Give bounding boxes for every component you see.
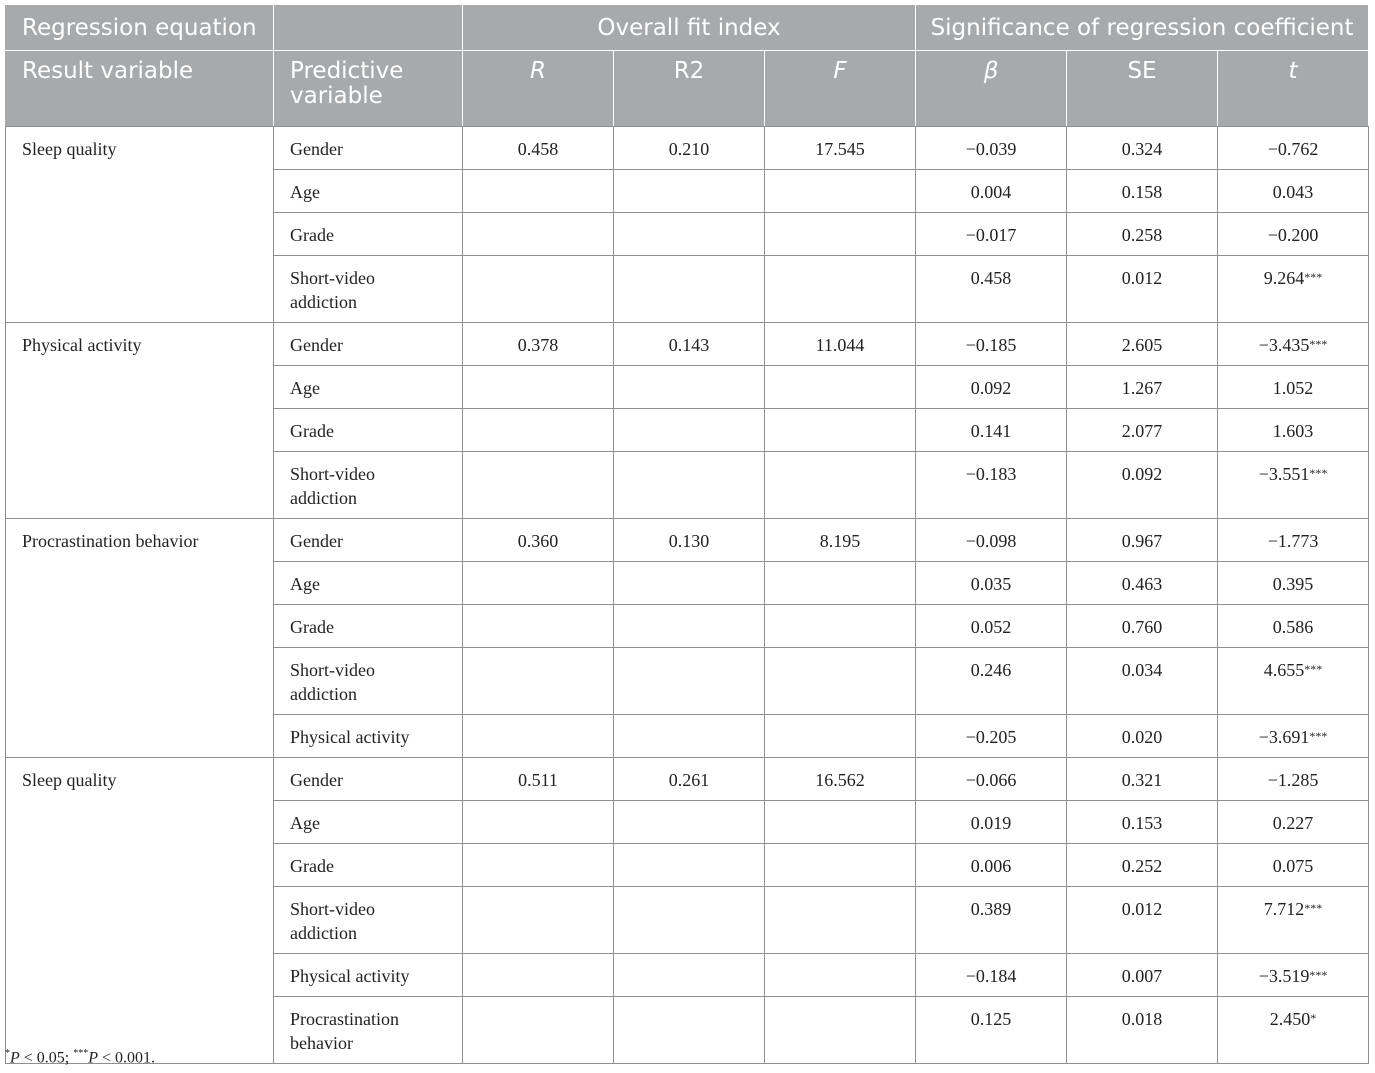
f-cell [765, 605, 916, 648]
predictive-variable-cell: Procrastination behavior [274, 997, 463, 1064]
beta-cell: −0.098 [916, 519, 1067, 562]
r-cell: 0.378 [463, 323, 614, 366]
r-cell [463, 648, 614, 715]
predictive-variable-cell: Short-video addiction [274, 648, 463, 715]
f-cell [765, 366, 916, 409]
footnote-star-1: * [5, 1048, 10, 1059]
header-beta: β [916, 51, 1067, 127]
t-cell [1218, 323, 1369, 366]
f-cell: 8.195 [765, 519, 916, 562]
table-row [6, 323, 1369, 366]
se-cell: 2.605 [1067, 323, 1218, 366]
header-regression-equation: Regression equation [6, 6, 274, 51]
f-cell [765, 170, 916, 213]
beta-cell: 0.019 [916, 801, 1067, 844]
r2-cell [614, 648, 765, 715]
t-value: −3.551 [1258, 464, 1310, 484]
footnote-star-3: *** [73, 1048, 89, 1059]
header-overall-fit-index: Overall fit index [463, 6, 916, 51]
significance-marker: *** [1304, 901, 1323, 915]
r-cell: 0.360 [463, 519, 614, 562]
f-cell [765, 409, 916, 452]
t-cell [1218, 366, 1369, 409]
beta-cell: 0.006 [916, 844, 1067, 887]
predictive-variable-cell: Gender [274, 127, 463, 170]
r-cell [463, 954, 614, 997]
r2-cell [614, 256, 765, 323]
predictive-variable-cell: Short-video addiction [274, 452, 463, 519]
se-cell: 0.018 [1067, 997, 1218, 1064]
t-cell [1218, 844, 1369, 887]
footnote-p-1: P [10, 1049, 20, 1067]
beta-cell: 0.389 [916, 887, 1067, 954]
beta-cell: −0.205 [916, 715, 1067, 758]
footnote-threshold-1: < 0.05; [19, 1049, 74, 1067]
r2-cell: 0.130 [614, 519, 765, 562]
se-cell: 2.077 [1067, 409, 1218, 452]
f-cell [765, 213, 916, 256]
t-value: 0.075 [1272, 856, 1314, 876]
t-value: −1.285 [1267, 770, 1319, 790]
r2-cell: 0.261 [614, 758, 765, 801]
predictive-variable-cell: Grade [274, 409, 463, 452]
t-value: 0.043 [1272, 182, 1314, 202]
r2-cell [614, 562, 765, 605]
r2-cell [614, 715, 765, 758]
se-cell: 0.760 [1067, 605, 1218, 648]
r2-cell [614, 366, 765, 409]
se-cell: 0.153 [1067, 801, 1218, 844]
f-cell [765, 562, 916, 605]
t-cell [1218, 452, 1369, 519]
t-value: −0.200 [1267, 225, 1319, 245]
r-cell [463, 366, 614, 409]
beta-cell: −0.183 [916, 452, 1067, 519]
se-cell: 0.158 [1067, 170, 1218, 213]
t-cell [1218, 648, 1369, 715]
beta-cell: 0.092 [916, 366, 1067, 409]
se-cell: 0.967 [1067, 519, 1218, 562]
f-cell: 16.562 [765, 758, 916, 801]
r2-cell [614, 887, 765, 954]
t-value: 1.603 [1272, 421, 1314, 441]
significance-marker: *** [1309, 466, 1328, 480]
f-cell [765, 954, 916, 997]
beta-cell: 0.052 [916, 605, 1067, 648]
significance-marker: *** [1309, 968, 1328, 982]
t-cell [1218, 256, 1369, 323]
f-cell [765, 648, 916, 715]
predictive-variable-cell: Age [274, 801, 463, 844]
r2-cell [614, 997, 765, 1064]
t-cell [1218, 715, 1369, 758]
beta-cell: 0.141 [916, 409, 1067, 452]
table-body [6, 127, 1369, 1067]
se-cell: 0.012 [1067, 887, 1218, 954]
se-cell: 0.324 [1067, 127, 1218, 170]
predictive-variable-cell: Grade [274, 213, 463, 256]
footnote-threshold-2: < 0.001. [98, 1049, 156, 1067]
t-value: 0.586 [1272, 617, 1314, 637]
predictive-variable-cell: Age [274, 170, 463, 213]
t-cell [1218, 213, 1369, 256]
r-cell [463, 213, 614, 256]
r2-cell: 0.143 [614, 323, 765, 366]
predictive-variable-cell: Gender [274, 758, 463, 801]
predictive-variable-cell: Grade [274, 605, 463, 648]
t-cell [1218, 409, 1369, 452]
result-variable-cell: Sleep quality [6, 127, 274, 323]
se-cell: 0.020 [1067, 715, 1218, 758]
r-cell [463, 801, 614, 844]
t-value: 0.395 [1272, 574, 1314, 594]
r-cell [463, 409, 614, 452]
significance-marker: *** [1304, 270, 1323, 284]
predictive-variable-cell: Age [274, 562, 463, 605]
beta-cell: 0.004 [916, 170, 1067, 213]
footnote [5, 1048, 155, 1067]
predictive-variable-cell: Short-video addiction [274, 887, 463, 954]
r2-cell [614, 844, 765, 887]
se-cell: 0.012 [1067, 256, 1218, 323]
r2-cell [614, 801, 765, 844]
header-result-variable: Result variable [6, 51, 274, 127]
significance-marker: *** [1304, 662, 1323, 676]
t-cell [1218, 801, 1369, 844]
r2-cell [614, 452, 765, 519]
r-cell [463, 844, 614, 887]
table-row [6, 127, 1369, 170]
se-cell: 0.007 [1067, 954, 1218, 997]
r2-cell [614, 409, 765, 452]
t-value: −3.519 [1258, 966, 1310, 986]
t-value: 9.264 [1263, 268, 1305, 288]
f-cell [765, 452, 916, 519]
f-cell [765, 715, 916, 758]
t-cell [1218, 887, 1369, 954]
table-row [6, 519, 1369, 562]
t-value: −0.762 [1267, 139, 1319, 159]
r-cell [463, 605, 614, 648]
result-variable-cell: Procrastination behavior [6, 519, 274, 758]
f-cell [765, 887, 916, 954]
se-cell: 0.034 [1067, 648, 1218, 715]
header-significance: Significance of regression coefficient [916, 6, 1369, 51]
predictive-variable-cell: Physical activity [274, 954, 463, 997]
beta-cell: 0.458 [916, 256, 1067, 323]
r2-cell [614, 213, 765, 256]
f-cell: 17.545 [765, 127, 916, 170]
header-se: SE [1067, 51, 1218, 127]
predictive-variable-cell: Grade [274, 844, 463, 887]
significance-marker: *** [1309, 337, 1328, 351]
se-cell: 0.321 [1067, 758, 1218, 801]
beta-cell: 0.246 [916, 648, 1067, 715]
beta-cell: −0.017 [916, 213, 1067, 256]
t-cell [1218, 605, 1369, 648]
t-cell [1218, 519, 1369, 562]
r2-cell [614, 605, 765, 648]
t-value: 7.712 [1263, 899, 1305, 919]
table-row [6, 758, 1369, 801]
r-cell [463, 170, 614, 213]
f-cell [765, 801, 916, 844]
t-value: −3.435 [1258, 335, 1310, 355]
significance-marker: *** [1309, 729, 1328, 743]
beta-cell: −0.066 [916, 758, 1067, 801]
beta-cell: 0.035 [916, 562, 1067, 605]
regression-table [5, 5, 1369, 1067]
result-variable-cell: Sleep quality [6, 758, 274, 1064]
t-value: 4.655 [1263, 660, 1305, 680]
se-cell: 1.267 [1067, 366, 1218, 409]
se-cell: 0.258 [1067, 213, 1218, 256]
t-value: 2.450 [1269, 1009, 1311, 1029]
r-cell [463, 452, 614, 519]
header-f: F [765, 51, 916, 127]
se-cell: 0.252 [1067, 844, 1218, 887]
f-cell: 11.044 [765, 323, 916, 366]
footnote-p-2: P [88, 1049, 99, 1067]
f-cell [765, 256, 916, 323]
predictive-variable-cell: Short-video addiction [274, 256, 463, 323]
predictive-variable-cell: Age [274, 366, 463, 409]
header-t: t [1218, 51, 1369, 127]
r-cell [463, 256, 614, 323]
beta-cell: −0.184 [916, 954, 1067, 997]
t-cell [1218, 997, 1369, 1064]
header-blank [274, 6, 463, 51]
header-r: R [463, 51, 614, 127]
r-cell [463, 887, 614, 954]
se-cell: 0.092 [1067, 452, 1218, 519]
r2-cell [614, 954, 765, 997]
t-cell [1218, 170, 1369, 213]
t-cell [1218, 954, 1369, 997]
r-cell [463, 562, 614, 605]
header-predictive-variable: Predictive variable [274, 51, 463, 127]
beta-cell: −0.039 [916, 127, 1067, 170]
header-r2: R2 [614, 51, 765, 127]
significance-marker: * [1310, 1011, 1317, 1025]
t-value: −3.691 [1258, 727, 1310, 747]
predictive-variable-cell: Physical activity [274, 715, 463, 758]
r-cell: 0.458 [463, 127, 614, 170]
r-cell [463, 715, 614, 758]
t-cell [1218, 562, 1369, 605]
result-variable-cell: Physical activity [6, 323, 274, 519]
f-cell [765, 844, 916, 887]
predictive-variable-cell: Gender [274, 323, 463, 366]
predictive-variable-cell: Gender [274, 519, 463, 562]
t-cell [1218, 758, 1369, 801]
r-cell: 0.511 [463, 758, 614, 801]
t-value: 0.227 [1272, 813, 1314, 833]
t-cell [1218, 127, 1369, 170]
t-value: −1.773 [1267, 531, 1319, 551]
t-value: 1.052 [1272, 378, 1314, 398]
r-cell [463, 997, 614, 1064]
r2-cell: 0.210 [614, 127, 765, 170]
se-cell: 0.463 [1067, 562, 1218, 605]
beta-cell: −0.185 [916, 323, 1067, 366]
r2-cell [614, 170, 765, 213]
beta-cell: 0.125 [916, 997, 1067, 1064]
f-cell [765, 997, 916, 1064]
